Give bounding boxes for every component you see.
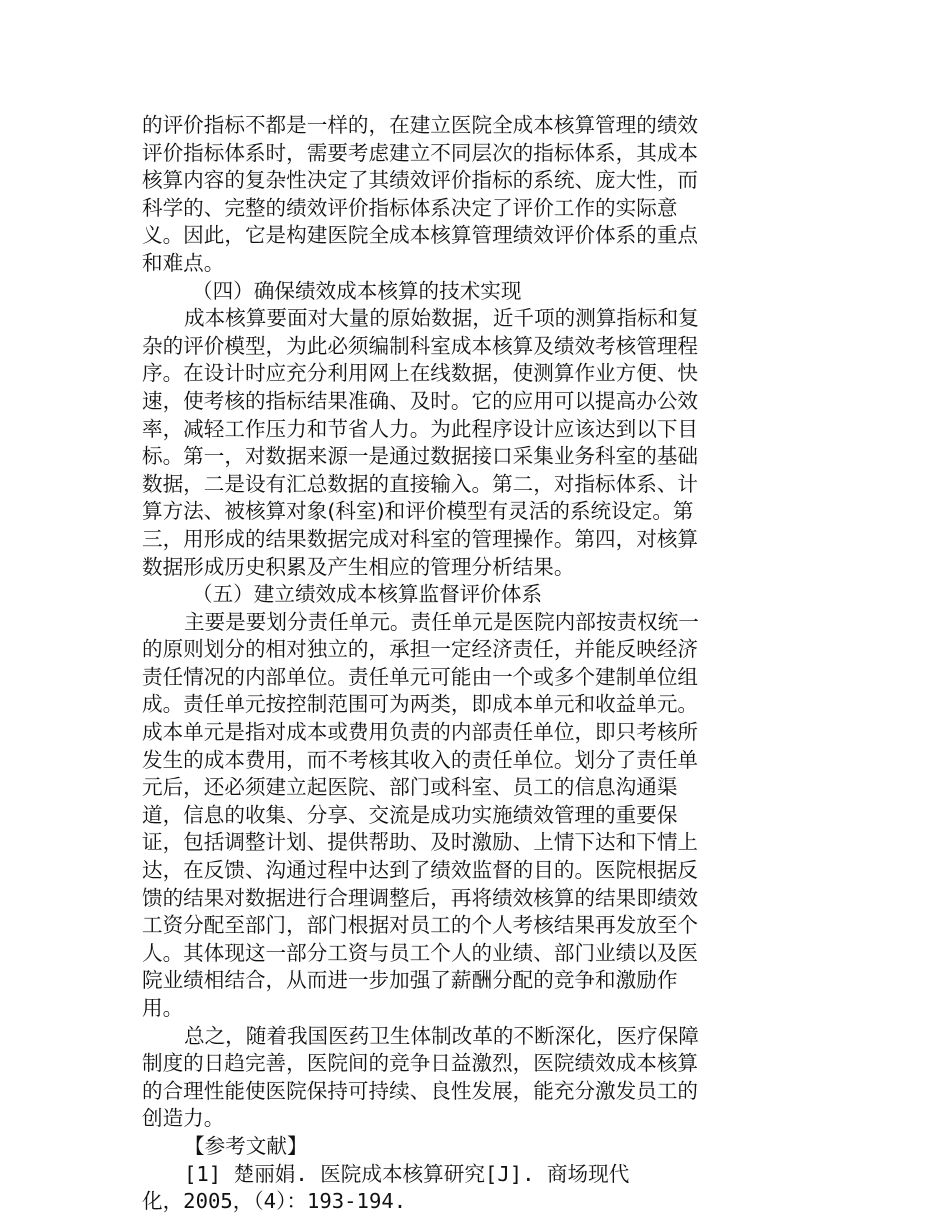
text-line: 发生的成本费用，而不考核其收入的责任单位。划分了责任单 bbox=[142, 747, 699, 772]
text-line: 数据形成历史积累及产生相应的管理分析结果。 bbox=[142, 554, 575, 579]
text-line: 成本核算要面对大量的原始数据，近千项的测算指标和复 bbox=[184, 306, 699, 331]
text-line: 院业绩相结合，从而进一步加强了薪酬分配的竞争和激励作 bbox=[142, 968, 678, 993]
text-line: 成本单元是指对成本或费用负责的内部责任单位，即只考核所 bbox=[142, 720, 699, 745]
section-heading-4: （四）确保绩效成本核算的技术实现 bbox=[192, 278, 522, 303]
reference-item bbox=[142, 1161, 734, 1216]
text-line: 责任情况的内部单位。责任单元可能由一个或多个建制单位组 bbox=[142, 664, 699, 689]
text-line: 总之，随着我国医药卫生体制改革的不断深化，医疗保障 bbox=[184, 1023, 699, 1048]
text-line: 的原则划分的相对独立的，承担一定经济责任，并能反映经济 bbox=[142, 637, 699, 662]
text-line: 人。其体现这一部分工资与员工个人的业绩、部门业绩以及医 bbox=[142, 940, 699, 965]
text-line: 和难点。 bbox=[142, 250, 225, 275]
text-line: 率，减轻工作压力和节省人力。为此程序设计应该达到以下目 bbox=[142, 416, 699, 441]
document-page bbox=[142, 112, 734, 1216]
text-line: 算方法、被核算对象(科室)和评价模型有灵活的系统设定。第 bbox=[142, 499, 694, 524]
text-line: 道，信息的收集、分享、交流是成功实施绩效管理的重要保 bbox=[142, 802, 678, 827]
text-line: 成。责任单元按控制范围可为两类，即成本单元和收益单元。 bbox=[142, 692, 699, 717]
text-line: 序。在设计时应充分利用网上在线数据，使测算作业方便、快 bbox=[142, 361, 699, 386]
text-line: 评价指标体系时，需要考虑建立不同层次的指标体系，其成本 bbox=[142, 140, 699, 165]
text-line: 速，使考核的指标结果准确、及时。它的应用可以提高办公效 bbox=[142, 388, 699, 413]
text-line: 馈的结果对数据进行合理调整后，再将绩效核算的结果即绩效 bbox=[142, 885, 699, 910]
text-line: 主要是要划分责任单元。责任单元是医院内部按责权统一 bbox=[184, 609, 699, 634]
text-line: 标。第一，对数据来源一是通过数据接口采集业务科室的基础 bbox=[142, 444, 699, 469]
conclusion-paragraph bbox=[142, 1023, 734, 1133]
text-line: 科学的、完整的绩效评价指标体系决定了评价工作的实际意 bbox=[142, 195, 678, 220]
text-line: 义。因此，它是构建医院全成本核算管理绩效评价体系的重点 bbox=[142, 223, 699, 248]
reference-line: [1] 楚丽娟. 医院成本核算研究[J]. 商场现代 bbox=[184, 1161, 630, 1186]
reference-line: 化，2005，（4）：193-194. bbox=[142, 1189, 407, 1214]
section-5-paragraph bbox=[142, 609, 734, 1023]
text-line: 证，包括调整计划、提供帮助、及时激励、上情下达和下情上 bbox=[142, 830, 699, 855]
text-line: 的合理性能使医院保持可持续、良性发展，能充分激发员工的 bbox=[142, 1078, 699, 1103]
text-line: 数据，二是设有汇总数据的直接输入。第二，对指标体系、计 bbox=[142, 471, 699, 496]
intro-paragraph bbox=[142, 112, 734, 278]
section-4-paragraph bbox=[142, 305, 734, 581]
text-line: 达，在反馈、沟通过程中达到了绩效监督的目的。医院根据反 bbox=[142, 858, 699, 883]
text-line: 核算内容的复杂性决定了其绩效评价指标的系统、庞大性，而 bbox=[142, 168, 699, 193]
text-line: 杂的评价模型，为此必须编制科室成本核算及绩效考核管理程 bbox=[142, 333, 699, 358]
section-heading-5: （五）建立绩效成本核算监督评价体系 bbox=[192, 582, 543, 607]
references-heading: 【参考文献】 bbox=[184, 1133, 308, 1158]
text-line: 工资分配至部门，部门根据对员工的个人考核结果再发放至个 bbox=[142, 913, 699, 938]
text-line: 制度的日趋完善，医院间的竞争日益激烈，医院绩效成本核算 bbox=[142, 1051, 699, 1076]
text-line: 元后，还必须建立起医院、部门或科室、员工的信息沟通渠 bbox=[142, 775, 678, 800]
text-line: 创造力。 bbox=[142, 1106, 225, 1131]
text-line: 的评价指标不都是一样的，在建立医院全成本核算管理的绩效 bbox=[142, 113, 699, 137]
text-line: 三，用形成的结果数据完成对科室的管理操作。第四，对核算 bbox=[142, 526, 699, 551]
text-line: 用。 bbox=[142, 996, 184, 1020]
